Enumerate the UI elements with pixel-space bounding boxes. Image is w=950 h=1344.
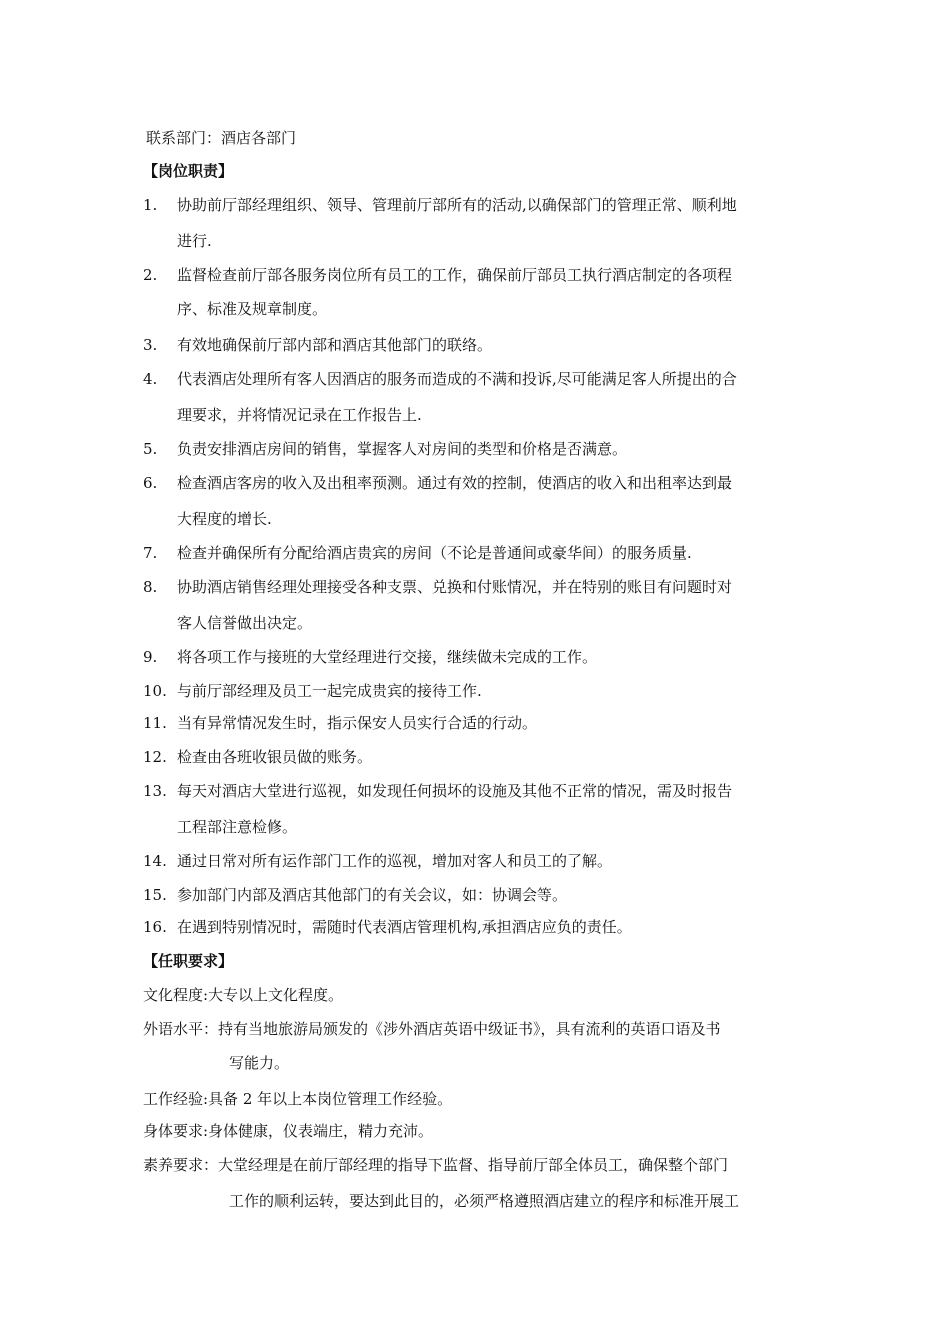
duty-number: 8.: [143, 578, 158, 596]
duty-item-16: [143, 917, 632, 937]
requirement-quality: 素养要求：大堂经理是在前厅部经理的指导下监督、指导前厅部全体员工，确保整个部门: [143, 1156, 729, 1174]
duty-item-1-continued: 进行.: [177, 232, 212, 250]
duty-number: 12.: [143, 748, 167, 766]
duty-item-5: [143, 439, 627, 459]
duty-text: 每天对酒店大堂进行巡视，如发现任何损坏的设施及其他不正常的情况，需及时报告: [177, 782, 733, 800]
duty-number: 10.: [143, 682, 167, 700]
duty-number: 13.: [143, 782, 167, 800]
duty-item-4-continued: 理要求，并将情况记录在工作报告上.: [177, 406, 422, 424]
requirement-language: 外语水平：持有当地旅游局颁发的《涉外酒店英语中级证书》，具有流利的英语口语及书: [143, 1020, 721, 1038]
duty-item-6: [143, 473, 732, 493]
duty-text: 负责安排酒店房间的销售，掌握客人对房间的类型和价格是否满意。: [177, 440, 628, 458]
duty-text: 在遇到特别情况时，需随时代表酒店管理机构,承担酒店应负的责任。: [177, 918, 632, 936]
duty-text: 有效地确保前厅部内部和酒店其他部门的联络。: [177, 336, 493, 354]
duty-text: 代表酒店处理所有客人因酒店的服务而造成的不满和投诉,尽可能满足客人所提出的合: [177, 370, 737, 388]
duty-number: 1.: [143, 196, 158, 214]
duty-item-7: [143, 543, 692, 563]
duty-number: 9.: [143, 648, 158, 666]
duty-item-9: [143, 647, 597, 667]
duty-text: 监督检查前厅部各服务岗位所有员工的工作，确保前厅部员工执行酒店制定的各项程: [177, 266, 733, 284]
duty-item-12: [143, 747, 372, 767]
duty-item-8-continued: 客人信誉做出决定。: [177, 614, 313, 632]
duty-number: 7.: [143, 544, 158, 562]
duty-item-3: [143, 335, 492, 355]
duty-number: 14.: [143, 852, 167, 870]
requirement-language-continued: 写能力。: [229, 1054, 290, 1072]
duty-text: 检查酒店客房的收入及出租率预测。通过有效的控制，使酒店的收入和出租率达到最: [177, 474, 733, 492]
duty-item-15: [143, 885, 567, 905]
duty-item-14: [143, 851, 612, 871]
duty-item-2: [143, 265, 732, 285]
duty-item-11: [143, 713, 537, 733]
requirement-experience: 工作经验:具备 2 年以上本岗位管理工作经验。: [143, 1090, 453, 1108]
requirement-quality-continued: 工作的顺利运转，要达到此目的，必须严格遵照酒店建立的程序和标准开展工: [229, 1192, 740, 1210]
contact-department: 联系部门：酒店各部门: [146, 129, 297, 147]
duty-number: 16.: [143, 918, 167, 936]
duty-text: 参加部门内部及酒店其他部门的有关会议，如：协调会等。: [177, 886, 568, 904]
duty-number: 4.: [143, 370, 158, 388]
duty-item-4: [143, 369, 737, 389]
duty-number: 2.: [143, 266, 158, 284]
duty-text: 当有异常情况发生时，指示保安人员实行合适的行动。: [177, 714, 538, 732]
duty-number: 15.: [143, 886, 167, 904]
requirement-physical: 身体要求:身体健康，仪表端庄，精力充沛。: [143, 1122, 434, 1140]
duty-item-6-continued: 大程度的增长.: [177, 510, 272, 528]
duty-text: 协助前厅部经理组织、领导、管理前厅部所有的活动,以确保部门的管理正常、顺利地: [177, 196, 737, 214]
duties-heading: 【岗位职责】: [143, 162, 234, 180]
duty-item-1: [143, 195, 737, 215]
duty-item-13: [143, 781, 732, 801]
duty-item-8: [143, 577, 732, 597]
duty-text: 通过日常对所有运作部门工作的巡视，增加对客人和员工的了解。: [177, 852, 613, 870]
duty-item-2-continued: 序、标准及规章制度。: [177, 300, 328, 318]
duty-number: 6.: [143, 474, 158, 492]
duty-text: 检查由各班收银员做的账务。: [177, 748, 373, 766]
duty-text: 检查并确保所有分配给酒店贵宾的房间（不论是普通间或豪华间）的服务质量.: [177, 544, 692, 562]
duty-number: 5.: [143, 440, 158, 458]
duty-item-13-continued: 工程部注意检修。: [177, 818, 298, 836]
duty-text: 将各项工作与接班的大堂经理进行交接，继续做未完成的工作。: [177, 648, 598, 666]
duty-number: 3.: [143, 336, 158, 354]
duty-item-10: [143, 681, 482, 701]
duty-text: 与前厅部经理及员工一起完成贵宾的接待工作.: [177, 682, 482, 700]
requirements-heading: 【任职要求】: [143, 952, 234, 970]
duty-number: 11.: [143, 714, 167, 732]
duty-text: 协助酒店销售经理处理接受各种支票、兑换和付账情况，并在特别的账目有问题时对: [177, 578, 733, 596]
requirement-education: 文化程度:大专以上文化程度。: [143, 986, 344, 1004]
